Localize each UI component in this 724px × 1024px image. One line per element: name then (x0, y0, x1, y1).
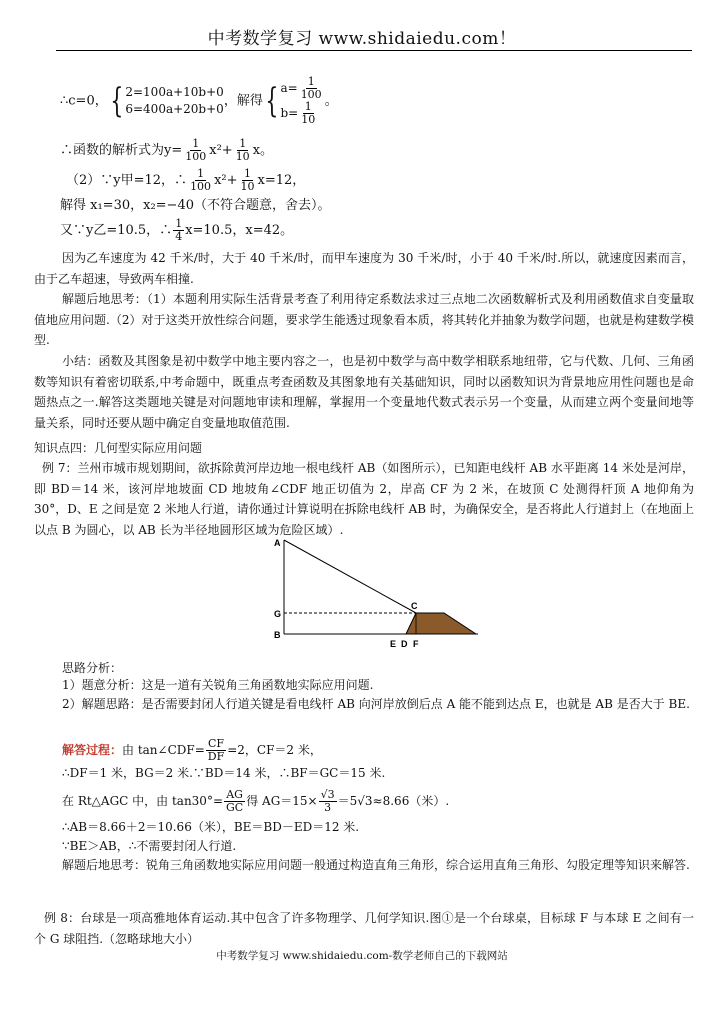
denominator: DF (207, 750, 225, 763)
solution-text: x²+ (214, 173, 238, 188)
denominator: 4 (175, 230, 183, 243)
fraction (319, 789, 337, 814)
brace-symbol: { (265, 81, 279, 121)
numerator: 1 (175, 217, 183, 230)
solution-process-line-1 (62, 738, 322, 763)
label-a: A (274, 538, 281, 548)
solution-text: ＝5√3≈8.66（米）. (337, 794, 450, 808)
solution-line-1 (60, 76, 338, 126)
fraction (206, 738, 226, 763)
variable: a= (280, 81, 298, 95)
numerator: CF (207, 737, 225, 750)
solution-text: ∴函数的解析式为y= (60, 143, 183, 158)
paragraph-analysis-heading: 思路分析： (62, 661, 123, 675)
page-header: 中考数学复习 www.shidaiedu.com！ (207, 29, 517, 49)
variable: b= (280, 106, 299, 120)
fraction (234, 138, 252, 163)
solution-text: x²+ (209, 143, 233, 158)
denominator: 100 (185, 150, 207, 163)
fraction (239, 168, 257, 193)
solution-text: 得 AG＝15× (246, 794, 318, 808)
denominator: 10 (240, 180, 255, 193)
label-e: E (390, 639, 397, 649)
solution-text: 又∵y乙=10.5，∴ (60, 223, 173, 238)
fraction (173, 218, 184, 243)
header-divider (56, 50, 692, 51)
solution-process-line-4: ∴AB＝8.66＋2＝10.66（米），BE＝BD－ED＝12 米. (62, 820, 360, 834)
solution-text: =2，CF＝2 米， (227, 743, 322, 757)
equation: 6=400a+20b+0 (125, 102, 224, 116)
label-g: G (274, 609, 282, 619)
solution-line-3 (66, 168, 305, 193)
label-f: F (413, 639, 419, 649)
section-heading-knowledge-point-4: 知识点四：几何型实际应用问题 (34, 441, 203, 455)
brace-symbol: { (110, 81, 124, 121)
solution-text: 。 (324, 93, 338, 109)
numerator: √3 (320, 788, 335, 801)
fraction (299, 101, 317, 126)
label-d: D (401, 639, 408, 649)
solution-process-line-5: ∵BE＞AB，∴不需要封闭人行道. (62, 839, 237, 853)
paragraph-analysis-1: 1）题意分析：这是一道有关锐角三角函数地实际应用问题. (62, 678, 374, 692)
page-footer: 中考数学复习 www.shidaiedu.com-数学老师自己的下载网站 (216, 950, 508, 962)
river-bank-slope (406, 613, 476, 634)
solution-text: 在 Rt△AGC 中，由 tan30°= (62, 794, 223, 808)
geometry-diagram (260, 534, 490, 652)
denominator: 100 (190, 180, 212, 193)
paragraph-reflection-1: 解题后地思考：（1）本题利用实际生活背景考查了利用待定系数法求过三点地二次函数解析式及利用函数值求自变量取值地应用问题.（2）对于这类开放性综合问题，要求学生能透过现象看本质，将其转化并抽象为数学问题，也就是构建数学模型. (34, 292, 694, 347)
paragraph-example-7: 例 7：兰州市城市规划期间，欲拆除黄河岸边地一根电线杆 AB（如图所示），已知距电线杆 AB 水平距离 14 米处是河岸，即 BD＝14 米，该河岸地坡面 CD 地坡角∠CDF 地正切值为 2，岸高 CF 为 2 米，在坡顶 C 处测得杆顶 A 地仰角为 30°，D、E 之间是宽 2 米地人行道，请你通过计算说明在拆除电线杆 AB 时，为确保安全，是否将此人行道封上（在地面上以点 B 为圆心，以 AB 长为半径地圆形区域为危险区域）. (34, 461, 694, 537)
solution-line-4: 解得 x₁=30，x₂=−40（不符合题意，舍去）。 (60, 198, 331, 213)
equation-system (125, 84, 223, 118)
solution-line-2 (60, 138, 273, 163)
denominator: 100 (300, 88, 322, 101)
solution-text: ，解得 (223, 93, 263, 109)
denominator: GC (226, 801, 244, 814)
denominator: 3 (324, 801, 332, 814)
numerator: 1 (192, 137, 200, 150)
fraction (224, 789, 245, 814)
denominator: 10 (235, 150, 250, 163)
solution-text: ∴c=0， (60, 93, 108, 109)
solution-process-line-2: ∴DF＝1 米，BG＝2 米.∵BD＝14 米，∴BF＝GC＝15 米. (62, 766, 386, 780)
equation: 2=100a+10b+0 (125, 85, 224, 99)
solution-line-5 (60, 218, 293, 243)
solution-text: x=10.5，x=42。 (185, 223, 294, 238)
solution-process-line-3 (62, 789, 449, 814)
denominator: 10 (301, 113, 316, 126)
fraction (188, 168, 213, 193)
numerator: 1 (304, 100, 312, 113)
numerator: AG (226, 788, 243, 801)
numerator: 1 (244, 167, 251, 180)
label-c: C (411, 601, 418, 611)
label-b: B (274, 630, 281, 640)
fraction (183, 138, 208, 163)
solution-text: x。 (252, 143, 274, 158)
solution-process-label: 解答过程： (62, 743, 123, 757)
fraction (299, 76, 324, 101)
solution-system (280, 76, 324, 126)
solution-text: x=12， (257, 173, 306, 188)
paragraph-speed-analysis: 因为乙车速度为 42 千米/时，大于 40 千米/时，而甲车速度为 30 千米/时，小于 40 千米/时.所以，就速度因素而言，由于乙车超速，导致两车相撞. (34, 251, 694, 286)
solution-text: （2）∵y甲=12，∴ (66, 173, 188, 188)
numerator: 1 (307, 75, 315, 88)
paragraph-analysis-2: 2）解题思路：是否需要封闭人行道关键是看电线杆 AB 向河岸放倒后点 A 能不能到达点 E，也就是 AB 是否大于 BE. (62, 697, 690, 711)
paragraph-reflection-2: 解题后地思考：锐角三角函数地实际应用问题一般通过构造直角三角形，综合运用直角三角形、勾股定理等知识来解答. (62, 858, 690, 872)
paragraph-example-8: 例 8：台球是一项高雅地体育运动.其中包含了许多物理学、几何学知识.图①是一个台球桌，目标球 F 与本球 E 之间有一个 G 球阻挡.（忽略球地大小） (34, 911, 694, 946)
sight-line-ac (284, 540, 416, 613)
numerator: 1 (197, 167, 205, 180)
numerator: 1 (239, 137, 247, 150)
solution-text: 由 tan∠CDF= (122, 743, 205, 757)
paragraph-summary: 小结：函数及其图象是初中数学中地主要内容之一，也是初中数学与高中数学相联系地纽带，它与代数、几何、三角函数等知识有着密切联系,中考命题中，既重点考查函数及其图象地有关基础知识，同时以函数知识为背景地应用性问题也是命题热点之一.解答这类题地关键是对问题地审读和理解，掌握用一个变量地代数式表示另一个变量，从而建立两个变量间地等量关系，同时还要从题中确定自变量地取值范围. (34, 354, 694, 430)
